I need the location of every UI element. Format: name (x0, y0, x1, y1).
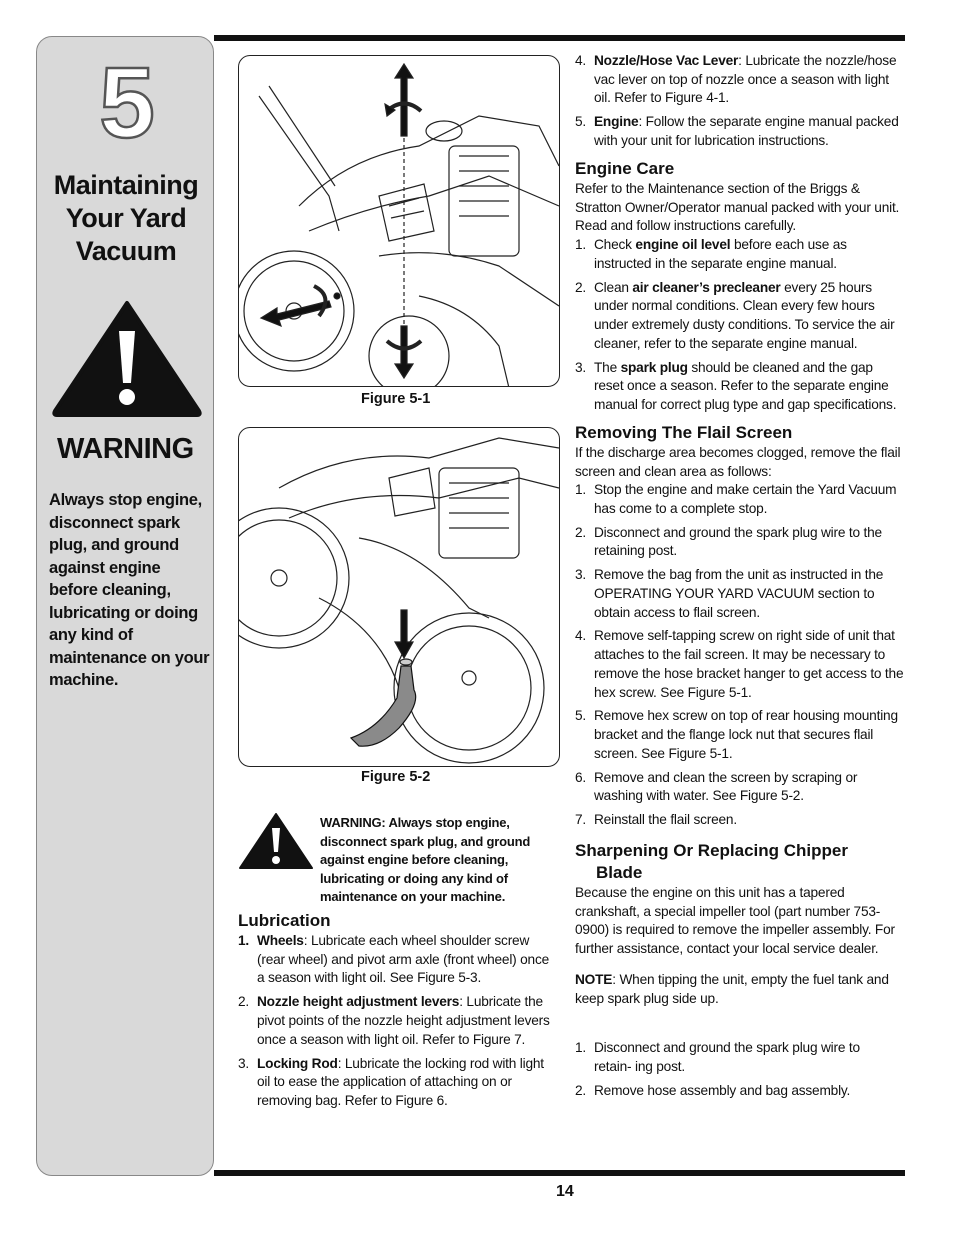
flail-screen-list (575, 481, 905, 835)
item-text: : Lubricate the pivot points of the nozzle height adjustment levers once a season with light oil. Refer to Figure 7. (257, 994, 550, 1047)
list-item (575, 707, 905, 763)
item-number: 4. (575, 628, 587, 644)
item-term: Nozzle height adjustment levers (257, 994, 460, 1010)
lubrication-list (238, 932, 556, 1116)
item-number: 1. (238, 933, 250, 948)
vacuum-illustration-1 (239, 56, 560, 387)
list-item (575, 627, 905, 702)
item-number: 1. (575, 482, 587, 497)
item-term: Wheels (257, 933, 304, 948)
item-term: engine oil level (635, 237, 731, 252)
item-text: Stop the engine and make certain the Yard Vacuum has come to a complete stop. (594, 482, 897, 516)
item-text: : Lubricate the nozzle/hose vac lever on top of nozzle once a season with light oil. Refer to Figure 4-1. (594, 53, 897, 106)
list-item (575, 113, 905, 150)
item-number: 1. (575, 1040, 587, 1055)
list-item (575, 811, 905, 830)
list-item (575, 1039, 895, 1076)
figure-5-1-caption: Figure 5-1 (361, 391, 431, 407)
item-text: before each use as instructed in the separate engine manual. (594, 237, 847, 271)
chapter-title-line: Maintaining (53, 170, 199, 200)
chapter-title-line: Vacuum (75, 236, 177, 266)
item-number: 1. (575, 237, 587, 252)
list-item (575, 52, 905, 108)
list-item (575, 359, 905, 415)
chapter-number: 5 (99, 51, 155, 151)
bottom-rule (214, 1170, 905, 1176)
item-number: 6. (575, 769, 587, 785)
item-text: Remove the bag from the unit as instructed in the OPERATING YOUR YARD VACUUM section to obtain access to flail screen. (594, 567, 884, 620)
item-term: Engine (594, 114, 639, 130)
item-term: spark plug (620, 359, 688, 375)
item-number: 2. (575, 1082, 587, 1098)
lubrication-heading: Lubrication (238, 911, 331, 930)
list-item (575, 279, 905, 354)
inline-warning-text: WARNING: Always stop engine, disconnect spark plug, and ground against engine before cleaning, lubricating or doing any kind of maintenance on your machine. (320, 815, 531, 905)
item-number: 7. (575, 812, 587, 828)
list-item (238, 932, 556, 988)
chapter-sidebar (36, 36, 214, 1176)
item-text: Reinstall the flail screen. (594, 812, 737, 828)
engine-care-intro: Refer to the Maintenance section of the Briggs & Stratton Owner/Operator manual packed with your unit. Read and follow instructions carefully. (575, 181, 900, 234)
engine-care-heading: Engine Care (575, 159, 675, 178)
vacuum-illustration-2 (239, 428, 560, 767)
item-number: 2. (575, 279, 587, 295)
item-text: Remove self-tapping screw on right side of unit that attaches to the fail screen. It may be necessary to remove the hose bracket hanger to get access to the hex screw. See Figure 5-1. (594, 628, 904, 700)
item-text: : Lubricate the locking rod with light oil to ease the application of attaching on or removing bag. Refer to Figure 6. (257, 1055, 544, 1108)
flail-screen-intro: If the discharge area becomes clogged, remove the flail screen and clean area as follows: (575, 445, 901, 479)
item-term: air cleaner’s precleaner (632, 279, 781, 295)
warning-text: Always stop engine, disconnect spark plug, and ground against engine before cleaning, lubricating or doing any kind of maintenance on your machine. (49, 491, 210, 689)
sharpening-intro: Because the engine on this unit has a tapered crankshaft, a special impeller tool (part number 753-0900) is required to remove the impeller assembly. For further assistance, contact your local service dealer. (575, 885, 895, 957)
list-item (575, 566, 905, 622)
engine-care-list (575, 236, 905, 420)
item-text: Disconnect and ground the spark plug wire to the retaining post. (594, 524, 882, 559)
flail-screen-heading: Removing The Flail Screen (575, 423, 793, 442)
item-number: 2. (575, 524, 587, 540)
chapter-number-graphic (77, 51, 177, 151)
list-item (575, 524, 905, 561)
item-text: Remove and clean the screen by scraping or washing with water. See Figure 5-2. (594, 769, 858, 804)
page-number: 14 (556, 1183, 574, 1200)
item-number: 3. (238, 1055, 250, 1071)
list-item (238, 993, 556, 1049)
figure-5-1-illustration (238, 55, 560, 387)
item-text: should be cleaned and the gap reset once a season. Refer to the separate engine manual for correct plug type and gap specifications. (594, 359, 897, 412)
note-text: : When tipping the unit, empty the fuel tank and keep spark plug side up. (575, 972, 889, 1006)
top-rule (214, 35, 905, 41)
item-prefix: The (594, 359, 621, 375)
item-term: Nozzle/Hose Vac Lever (594, 53, 739, 68)
item-number: 5. (575, 114, 587, 130)
item-text: : Lubricate each wheel shoulder screw (rear wheel) and pivot arm axle (front wheel) once a season with light oil. See Figure 5-3. (257, 933, 550, 986)
list-item (238, 1055, 556, 1111)
warning-triangle-small-icon (238, 812, 314, 870)
item-text: : Follow the separate engine manual packed with your unit for lubrication instructions. (594, 114, 899, 148)
item-text: Disconnect and ground the spark plug wire to retain- ing post. (594, 1040, 860, 1074)
lubrication-continued-list (575, 52, 905, 156)
item-term: Locking Rod (257, 1055, 338, 1071)
note-label: NOTE (575, 972, 613, 987)
chapter-title-line: Your Yard (65, 203, 187, 233)
item-number: 5. (575, 708, 587, 724)
warning-heading: WARNING (57, 433, 194, 465)
list-item (575, 481, 905, 518)
item-prefix: Check (594, 237, 636, 252)
sharpening-note (575, 971, 907, 1008)
list-item (575, 1082, 895, 1101)
list-item (575, 236, 905, 273)
figure-5-2-caption: Figure 5-2 (361, 769, 431, 785)
warning-triangle-icon (51, 299, 203, 417)
list-item (575, 769, 905, 806)
chapter-title (37, 169, 215, 268)
item-number: 4. (575, 53, 587, 68)
item-text: Remove hose assembly and bag assembly. (594, 1082, 851, 1098)
item-text: every 25 hours under normal conditions. Clean every few hours under extremely dusty conditions. To service the air cleaner, refer to the separate engine manual. (594, 279, 895, 351)
item-text: Remove hex screw on top of rear housing mounting bracket and the flange lock nut that secures flail screen. See Figure 5-1. (594, 708, 898, 761)
sharpening-heading-line: Sharpening Or Replacing Chipper (575, 841, 848, 860)
item-number: 3. (575, 567, 587, 583)
sharpening-list (575, 1039, 895, 1105)
figure-5-2-illustration (238, 427, 560, 767)
item-number: 3. (575, 359, 587, 375)
sharpening-heading (575, 840, 848, 884)
sharpening-heading-line: Blade (596, 863, 643, 882)
item-number: 2. (238, 994, 250, 1010)
item-prefix: Clean (594, 279, 633, 295)
